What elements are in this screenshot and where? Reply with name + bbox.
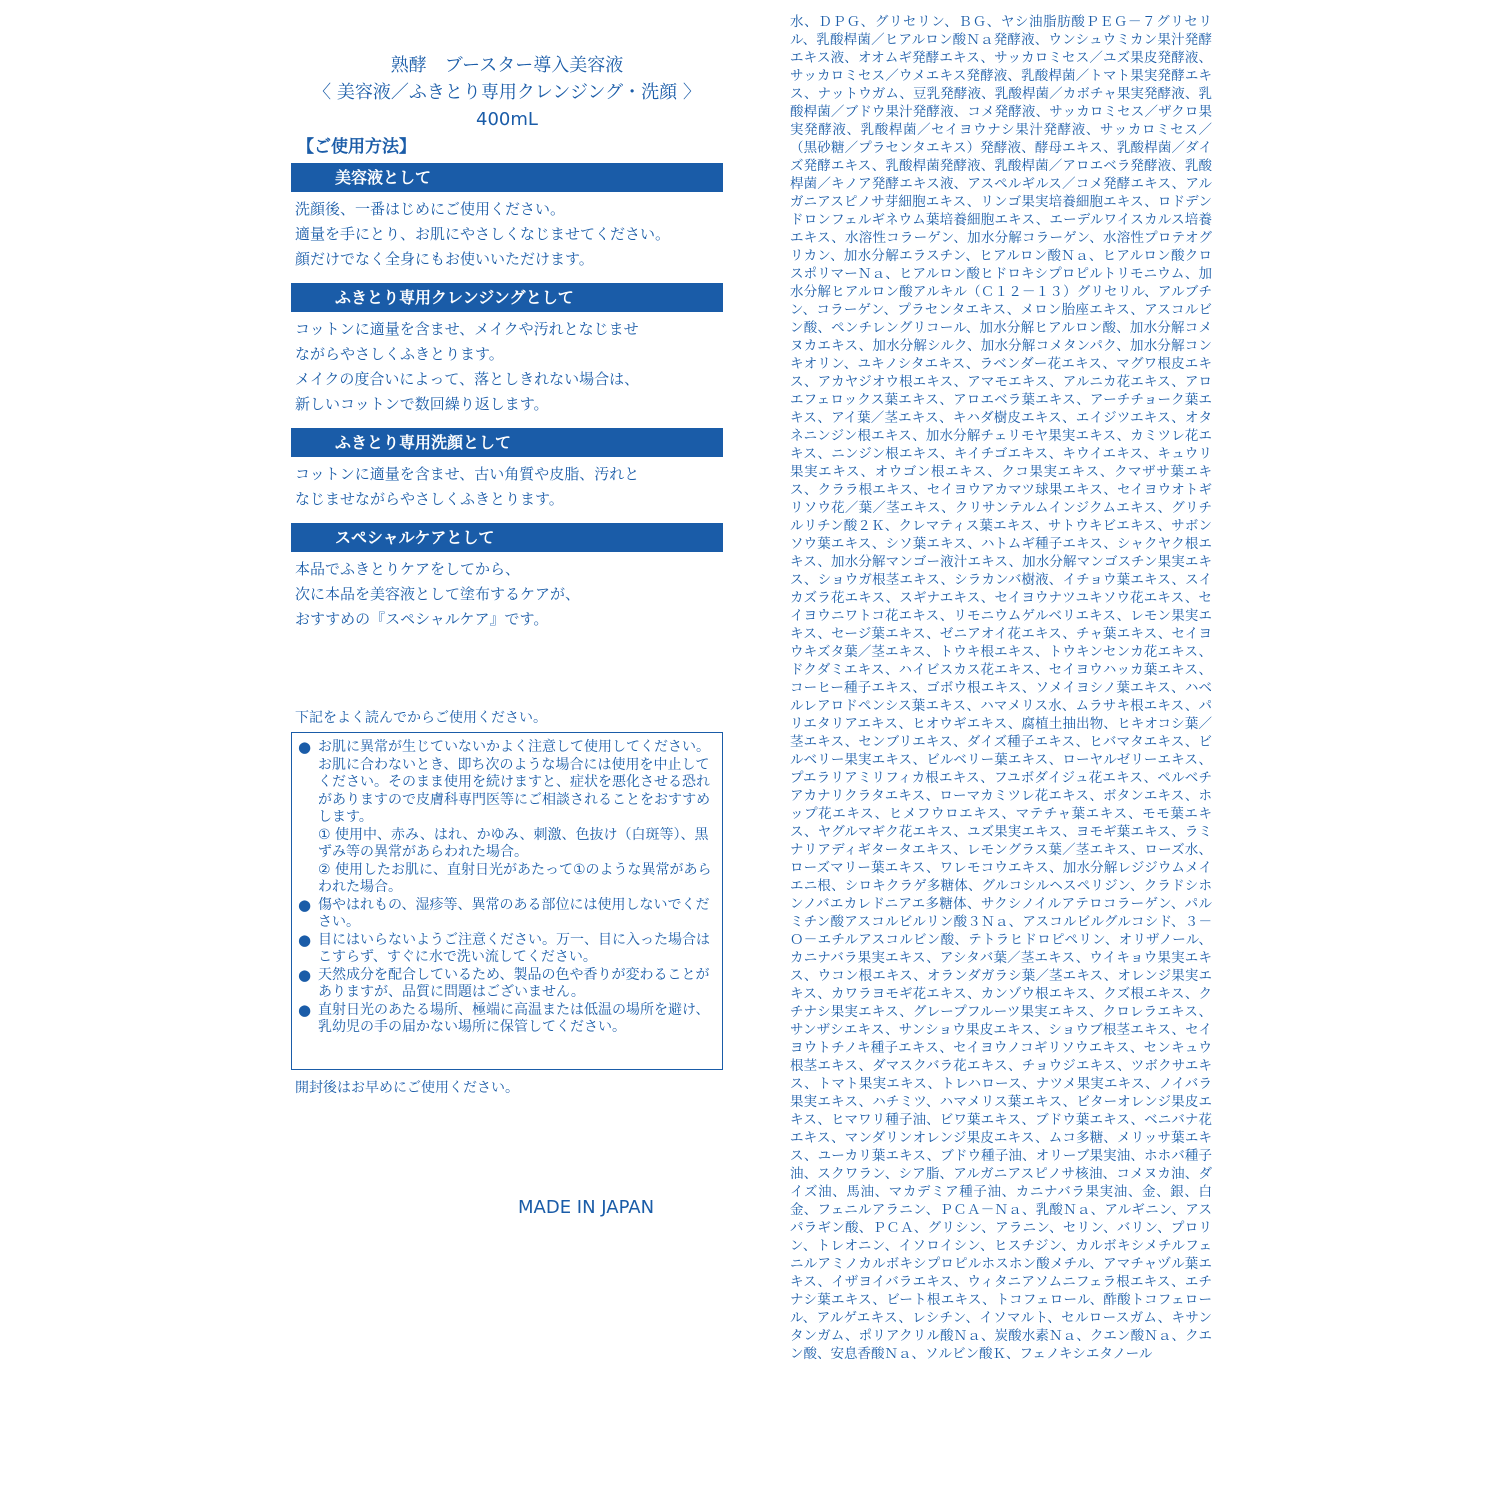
bullet-icon: ● bbox=[298, 1000, 312, 1019]
section-title: 美容液として bbox=[291, 163, 723, 192]
caution-item bbox=[298, 1002, 716, 1037]
section-title: スペシャルケアとして bbox=[291, 523, 723, 552]
origin-label: MADE IN JAPAN bbox=[518, 1197, 655, 1218]
ingredients-list: 水、ＤＰＧ、グリセリン、ＢＧ、ヤシ油脂肪酸ＰＥＧ－７グリセリル、乳酸桿菌／ヒアルロン酸Ｎａ発酵液、ウンシュウミカン果汁発酵エキス液、オオムギ発酵エキス、サッカロミセス／ユズ果皮発酵液、サッカロミセス／ウメエキス発酵液、乳酸桿菌／トマト果実発酵エキス、ナットウガム、豆乳発酵液、乳酸桿菌／カボチャ果実発酵液、乳酸桿菌／ブドウ果汁発酵液、コメ発酵液、サッカロミセス／ザクロ果実発酵液、乳酸桿菌／セイヨウナシ果汁発酵液、サッカロミセス／（黒砂糖／プラセンタエキス）発酵液、酵母エキス、乳酸桿菌／ダイズ発酵エキス、乳酸桿菌発酵液、乳酸桿菌／アロエベラ発酵液、乳酸桿菌／キノア発酵エキス液、アスペルギルス／コメ発酵エキス、アルガニアスピノサ芽細胞エキス、リンゴ果実培養細胞エキス、ロドデンドロンフェルギネウム葉培養細胞エキス、エーデルワイスカルス培養エキス、水溶性コラーゲン、加水分解コラーゲン、水溶性プロテオグリカン、加水分解エラスチン、ヒアルロン酸Ｎａ、ヒアルロン酸クロスポリマーＮａ、ヒアルロン酸ヒドロキシプロピルトリモニウム、加水分解ヒアルロン酸アルキル（Ｃ１２－１３）グリセリル、アルブチン、コラーゲン、プラセンタエキス、メロン胎座エキス、アスコルビン酸、ペンチレングリコール、加水分解ヒアルロン酸、加水分解コメヌカエキス、加水分解シルク、加水分解コメタンパク、加水分解コンキオリン、ユキノシタエキス、ラベンダー花エキス、マグワ根皮エキス、アカヤジオウ根エキス、アマモエキス、アルニカ花エキス、アロエフェロックス葉エキス、アロエベラ葉エキス、アーチチョーク葉エキス、アイ葉／茎エキス、キハダ樹皮エキス、エイジツエキス、オタネニンジン根エキス、加水分解チェリモヤ果実エキス、カミツレ花エキス、ニンジン根エキス、キイチゴエキス、キウイエキス、キュウリ果実エキス、オウゴン根エキス、クコ果実エキス、クマザサ葉エキス、クララ根エキス、セイヨウアカマツ球果エキス、セイヨウオトギリソウ花／葉／茎エキス、クリサンテルムインジクムエキス、グリチルリチン酸２Ｋ、クレマティス葉エキス、サトウキビエキス、サボンソウ葉エキス、シソ葉エキス、ハトムギ種子エキス、シャクヤク根エキス、加水分解マンゴー液汁エキス、加水分解マンゴスチン果実エキス、ショウガ根茎エキス、シラカンバ樹液、イチョウ葉エキス、スイカズラ花エキス、スギナエキス、セイヨウナツユキソウ花エキス、セイヨウニワトコ花エキス、リモニウムゲルベリエキス、レモン果実エキス、セージ葉エキス、ゼニアオイ花エキス、チャ葉エキス、セイヨウキズタ葉／茎エキス、トウキ根エキス、トウキンセンカ花エキス、ドクダミエキス、ハイビスカス花エキス、セイヨウハッカ葉エキス、コーヒー種子エキス、ゴボウ根エキス、ソメイヨシノ葉エキス、ハベルレアロドペンシス葉エキス、ハマメリス水、ムラサキ根エキス、パリエタリアエキス、ヒオウギエキス、腐植土抽出物、ヒキオコシ葉／茎エキス、センブリエキス、ダイズ種子エキス、ヒバマタエキス、ビルベリー果実エキス、ビルベリー葉エキス、ローヤルゼリーエキス、プエラリアミリフィカ根エキス、フユボダイジュ花エキス、ペルベチアカナリクラタエキス、ローマカミツレ花エキス、ボタンエキス、ホップ花エキス、ヒメフウロエキス、マテチャ葉エキス、モモ葉エキス、ヤグルマギク花エキス、ユズ果実エキス、ヨモギ葉エキス、ラミナリアディギタータエキス、レモングラス葉／茎エキス、ローズ水、ローズマリー葉エキス、ワレモコウエキス、加水分解レジジウムメイエニ根、シロキクラゲ多糖体、グルコシルヘスペリジン、クラドシホンノバエカレドニアエ多糖体、サクシノイルアテロコラーゲン、パルミチン酸アスコルビルリン酸３Ｎａ、アスコルビルグルコシド、３－Ｏ－エチルアスコルビン酸、テトラヒドロピペリン、オリザノール、カニナバラ果実エキス、アシタバ葉／茎エキス、ウイキョウ果実エキス、ウコン根エキス、オランダガラシ葉／茎エキス、オレンジ果実エキス、カワラヨモギ花エキス、カンゾウ根エキス、クズ根エキス、クチナシ果実エキス、グレープフルーツ果実エキス、クロレラエキス、サンザシエキス、サンショウ果皮エキス、ショウブ根茎エキス、セイヨウトチノキ種子エキス、セイヨウノコギリソウエキス、センキュウ根茎エキス、ダマスクバラ花エキス、チョウジエキス、ツボクサエキス、トマト果実エキス、トレハロース、ナツメ果実エキス、ノイバラ果実エキス、ハチミツ、ハマメリス葉エキス、ビターオレンジ果皮エキス、ヒマワリ種子油、ビワ葉エキス、ブドウ葉エキス、ベニバナ花エキス、マンダリンオレンジ果皮エキス、ムコ多糖、メリッサ葉エキス、ユーカリ葉エキス、ブドウ種子油、オリーブ果実油、ホホバ種子油、スクワラン、シア脂、アルガニアスピノサ核油、コメヌカ油、ダイズ油、馬油、マカデミア種子油、カニナバラ果実油、金、銀、白金、フェニルアラニン、ＰＣＡ－Ｎａ、乳酸Ｎａ、アルギニン、アスパラギン酸、ＰＣＡ、グリシン、アラニン、セリン、バリン、プロリン、トレオニン、イソロイシン、ヒスチジン、カルボキシメチルフェニルアミノカルボキシプロピルホスホン酸メチル、アマチャヅル葉エキス、イザヨイバラエキス、ウィタニアソムニフェラ根エキス、エチナシ葉エキス、ビート根エキス、トコフェロール、酢酸トコフェロール、アルゲエキス、レシチン、イソマルト、セルロースガム、キサンタンガム、ポリアクリル酸Ｎａ、炭酸水素Ｎａ、クエン酸Ｎａ、クエン酸、安息香酸Ｎａ、ソルビン酸Ｋ、フェノキシエタノール bbox=[790, 14, 1212, 1362]
section-title: ふきとり専用クレンジングとして bbox=[291, 283, 723, 312]
product-volume: 400mL bbox=[476, 109, 538, 130]
after-opening-note: 開封後はお早めにご使用ください。 bbox=[295, 1080, 519, 1096]
section-line: コットンに適量を含ませ、メイクや汚れとなじませ bbox=[295, 320, 639, 338]
section-line: 適量を手にとり、お肌にやさしくなじませてください。 bbox=[295, 225, 671, 243]
section-line: 本品でふきとりケアをしてから、 bbox=[295, 560, 521, 578]
section-line: ながらやさしくふきとります。 bbox=[295, 345, 504, 363]
product-name: 熟酵 ブースター導入美容液 bbox=[390, 55, 624, 76]
read-note: 下記をよく読んでからご使用ください。 bbox=[295, 710, 547, 726]
caution-item bbox=[298, 739, 716, 827]
section-line: 次に本品を美容液として塗布するケアが、 bbox=[295, 585, 581, 603]
caution-item bbox=[298, 932, 716, 967]
bullet-icon: ● bbox=[298, 895, 312, 914]
caution-text: 目にはいらないようご注意ください。万一、目に入った場合はこすらず、すぐに水で洗い流してください。 bbox=[318, 931, 710, 965]
bullet-icon: ● bbox=[298, 965, 312, 984]
bullet-icon: ● bbox=[298, 930, 312, 949]
section-line: 洗顔後、一番はじめにご使用ください。 bbox=[295, 200, 566, 218]
product-types: 〈 美容液／ふきとり専用クレンジング・洗顔 〉 bbox=[313, 82, 701, 103]
section-title: ふきとり専用洗顔として bbox=[291, 428, 723, 457]
usage-heading: 【ご使用方法】 bbox=[297, 137, 416, 157]
caution-text: 直射日光のあたる場所、極端に高温または低温の場所を避け、乳幼児の手の届かない場所に保管してください。 bbox=[318, 1001, 710, 1035]
caution-column bbox=[291, 0, 723, 1500]
section-line: 新しいコットンで数回繰り返します。 bbox=[295, 395, 549, 413]
section-line: おすすめの『スペシャルケア』です。 bbox=[295, 610, 549, 628]
caution-sub-item: ② 使用したお肌に、直射日光があたって①のような異常があらわれた場合。 bbox=[318, 861, 712, 895]
caution-box bbox=[291, 732, 723, 1070]
caution-item bbox=[298, 897, 716, 932]
bullet-icon: ● bbox=[298, 738, 312, 756]
caution-sub-item: ① 使用中、赤み、はれ、かゆみ、刺激、色抜け（白斑等）、黒ずみ等の異常があらわれた場合。 bbox=[318, 826, 709, 860]
section-line: 顔だけでなく全身にもお使いいただけます。 bbox=[295, 250, 594, 268]
caution-text: 傷やはれもの、湿疹等、異常のある部位には使用しないでください。 bbox=[318, 896, 710, 930]
section-line: コットンに適量を含ませ、古い角質や皮脂、汚れと bbox=[295, 465, 640, 483]
section-line: なじませながらやさしくふきとります。 bbox=[295, 490, 564, 508]
caution-text: 天然成分を配合しているため、製品の色や香りが変わることがありますが、品質に問題はございません。 bbox=[318, 966, 710, 1000]
section-line: メイクの度合いによって、落としきれない場合は、 bbox=[295, 370, 640, 388]
caution-text: お肌に異常が生じていないかよく注意して使用してください。お肌に合わないとき、即ち次のような場合には使用を中止してください。そのまま使用を続けますと、症状を悪化させる恐れがありますので皮膚科専門医等にご相談されることをおすすめします。 bbox=[318, 739, 711, 825]
caution-item bbox=[298, 967, 716, 1002]
